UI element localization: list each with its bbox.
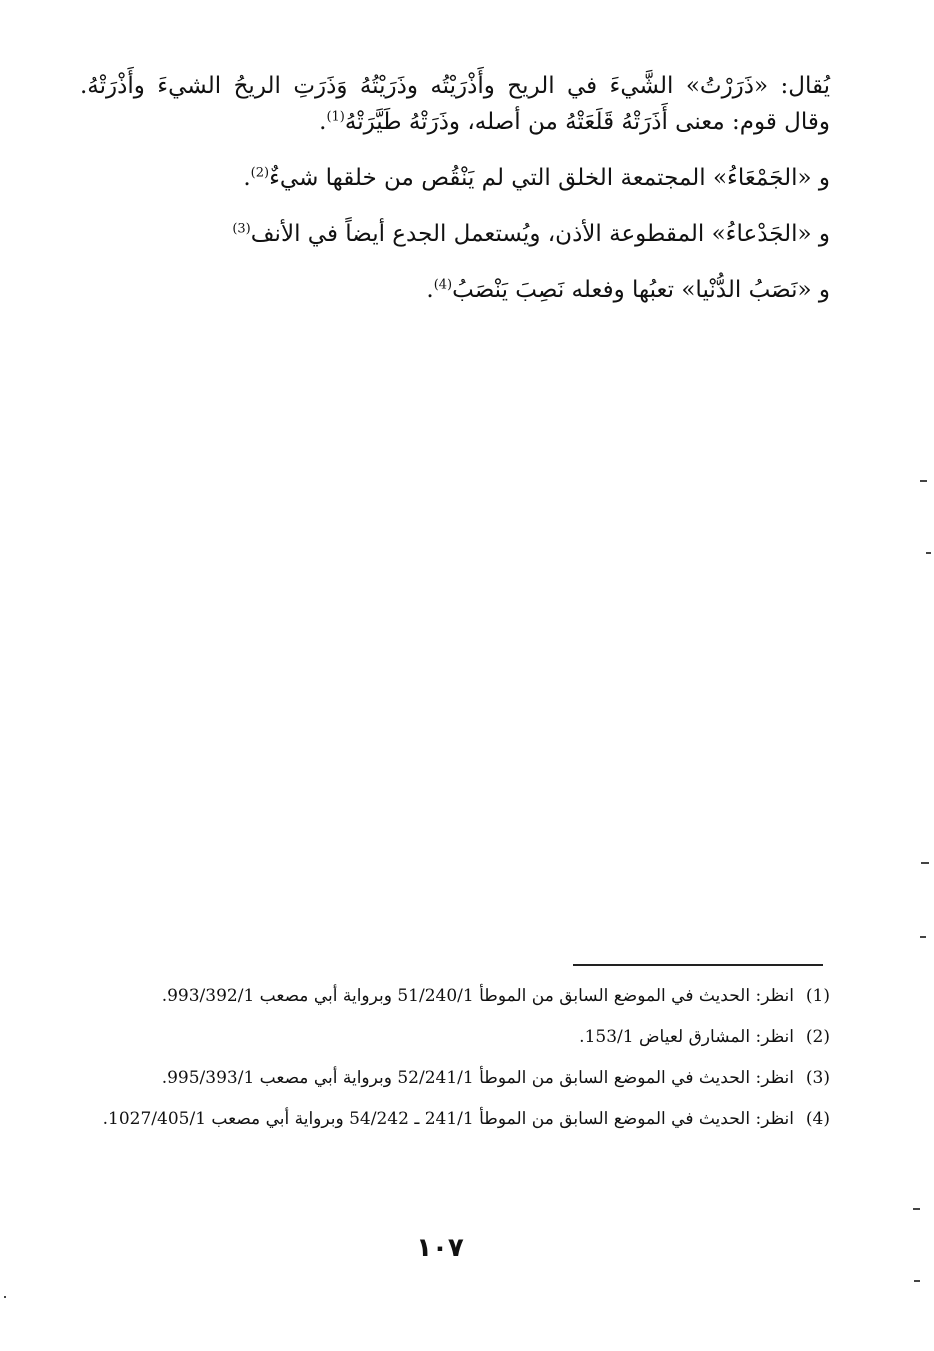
footnote-text: انظر: الحديث في الموضع السابق من الموطأ 51/240/1 وبرواية أبي مصعب 993/392/1. <box>161 986 794 1006</box>
scan-speck <box>920 936 926 938</box>
footnote-reference[interactable]: (1) <box>326 109 345 125</box>
definition-text: و «الجَدْعاءُ» المقطوعة الأذن، ويُستعمل الجدع أيضاً في الأنف <box>250 221 830 247</box>
main-text <box>80 68 830 306</box>
footnote-reference[interactable]: (4) <box>433 277 453 293</box>
scan-speck <box>920 480 927 482</box>
definition-end: . <box>426 277 434 303</box>
footnote-text: انظر: الحديث في الموضع السابق من الموطأ 52/241/1 وبرواية أبي مصعب 995/393/1. <box>161 1068 794 1088</box>
scan-speck <box>914 1280 920 1282</box>
footnotes <box>80 980 830 1144</box>
footnote <box>80 980 830 1013</box>
footnote-number: (2) <box>805 1027 830 1047</box>
definition-text: و «الجَمْعَاءُ» المجتمعة الخلق التي لم يَنْقُص من خلقها شيءٌ <box>269 165 830 191</box>
definition-line <box>80 274 830 306</box>
scan-speck <box>4 1296 6 1298</box>
definition-end: . <box>243 165 251 191</box>
footnote <box>80 1103 830 1136</box>
footnote-reference[interactable]: (2) <box>250 165 270 181</box>
footnote <box>80 1021 830 1054</box>
paragraph <box>80 68 830 140</box>
paragraph-end: . <box>319 109 327 135</box>
footnote-reference[interactable]: (3) <box>232 221 251 237</box>
footnote-number: (1) <box>805 986 830 1006</box>
scan-speck <box>913 1208 920 1210</box>
scan-speck <box>926 552 931 554</box>
definition-line <box>80 162 830 194</box>
footnote-text: انظر: المشارق لعياض 153/1. <box>579 1027 794 1047</box>
definition-text: و «نَصَبُ الدُّنْيا» تعبُها وفعله نَصِبَ يَنْصَبُ <box>452 277 830 303</box>
scan-speck <box>921 862 929 864</box>
footnote-number: (3) <box>805 1068 830 1088</box>
footnote-number: (4) <box>805 1109 830 1129</box>
definition-line <box>80 218 830 250</box>
footnote-separator <box>573 964 823 966</box>
footnote-text: انظر: الحديث في الموضع السابق من الموطأ 241/1 ـ 54/242 وبرواية أبي مصعب 1027/405/1. <box>102 1109 794 1129</box>
footnote <box>80 1062 830 1095</box>
paragraph-text: يُقال: «ذَرَرْتُ» الشَّيءَ في الريح وأَذْرَيْتُه وذَرَيْتُهُ وَذَرَتِ الريحُ الشيءَ وأَذْرَتْهُ. وقال قوم: معنى أَذَرَتْهُ قَلَعَتْهُ من أصله، وذَرَتْهُ طَيَّرَتْهُ <box>80 73 830 135</box>
page-number: ١٠٧ <box>416 1233 464 1263</box>
